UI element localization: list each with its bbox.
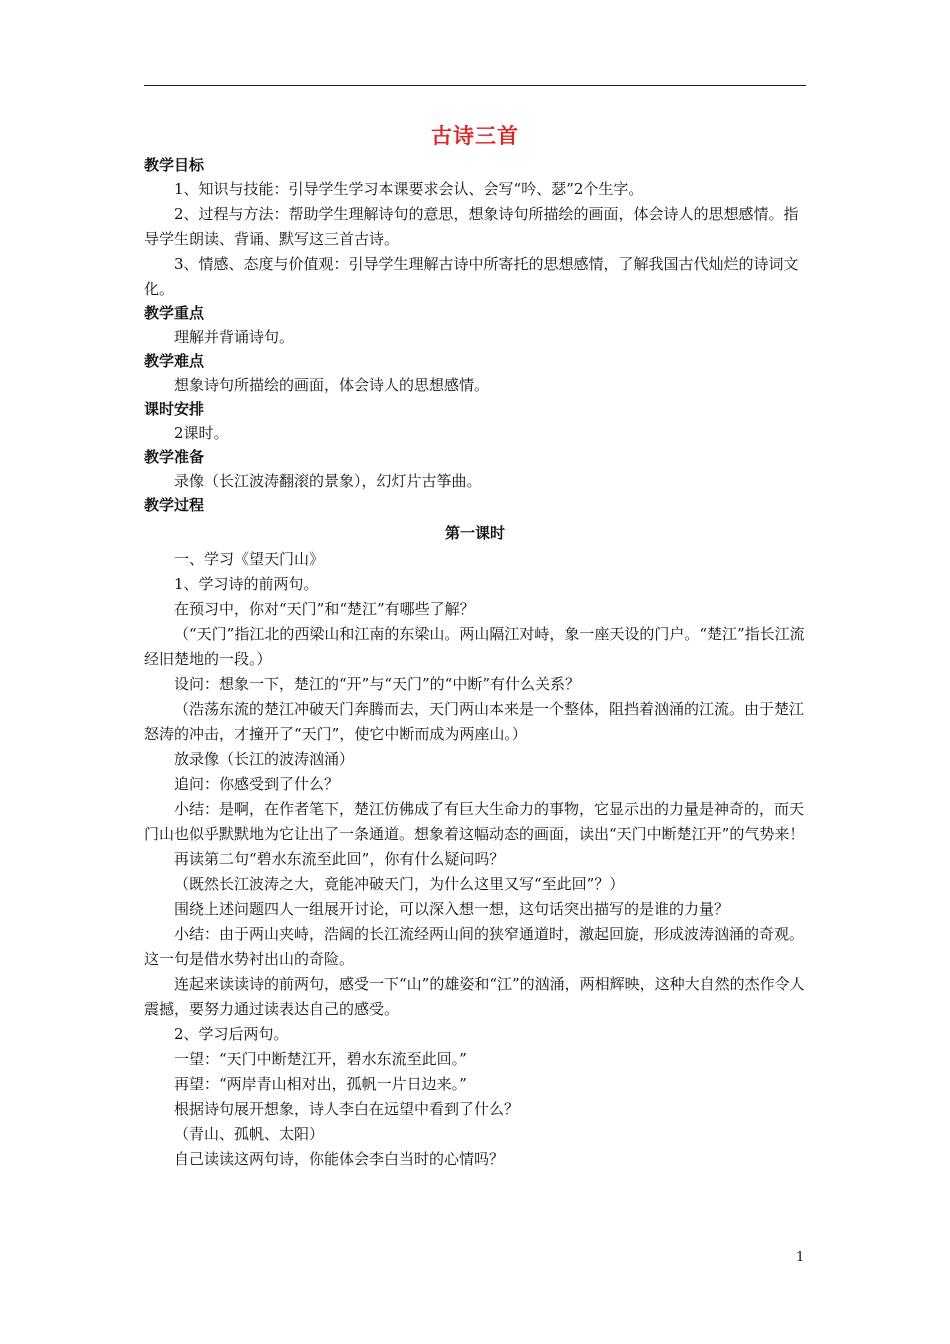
paragraph: 1、知识与技能：引导学生学习本课要求会认、会写“吟、瑟”2个生字。: [174, 180, 644, 198]
process-paragraph: 根据诗句展开想象，诗人李白在远望中看到了什么？: [174, 1100, 520, 1118]
process-paragraph: 一、学习《望天门山》: [174, 550, 325, 568]
section-heading: 教学目标: [144, 156, 205, 174]
process-paragraph: （既然长江波涛之大，竟能冲破天门，为什么这里又写“至此回”？）: [174, 875, 625, 893]
section-key-points: [144, 302, 806, 350]
process-paragraph: 1、学习诗的前两句。: [174, 575, 319, 593]
process-paragraph: 围绕上述问题四人一组展开讨论，可以深入想一想，这句话突出描写的是谁的力量？: [174, 900, 730, 918]
section-process: [144, 494, 806, 1172]
process-paragraph: 一望：“天门中断楚江开，碧水东流至此回。”: [174, 1050, 467, 1068]
section-heading: 教学重点: [144, 304, 205, 322]
process-paragraph: 小结：由于两山夹峙，浩阔的长江流经两山间的狭窄通道时，激起回旋，形成波涛汹涌的奇观。这一句是借水势衬出山的奇险。: [144, 925, 805, 968]
paragraph: 想象诗句所描绘的画面，体会诗人的思想感情。: [174, 376, 490, 394]
section-objectives: [144, 154, 806, 302]
section-schedule: [144, 398, 806, 446]
paragraph: 2课时。: [174, 424, 229, 442]
process-paragraph: 在预习中，你对“天门”和“楚江”有哪些了解？: [174, 600, 475, 618]
process-paragraph: 再望：“两岸青山相对出，孤帆一片日边来。”: [174, 1075, 467, 1093]
header-rule: [144, 85, 806, 86]
paragraph: 2、过程与方法：帮助学生理解诗句的意思，想象诗句所描绘的画面，体会诗人的思想感情。指导学生朗读、背诵、默写这三首古诗。: [144, 205, 799, 248]
process-paragraph: （浩荡东流的楚江冲破天门奔腾而去，天门两山本来是一个整体，阻挡着汹涌的江流。由于楚江怒涛的冲击，才撞开了“天门”，使它中断而成为两座山。）: [144, 700, 805, 743]
process-paragraph: 设问：想象一下，楚江的“开”与“天门”的“中断”有什么关系？: [174, 675, 581, 693]
section-heading: 教学准备: [144, 448, 205, 466]
process-paragraph: （青山、孤帆、太阳）: [174, 1125, 325, 1143]
document-body: [144, 120, 806, 1172]
section-heading: 教学过程: [144, 496, 205, 514]
section-difficulties: [144, 350, 806, 398]
section-heading: 课时安排: [144, 400, 205, 418]
process-paragraph: 2、学习后两句。: [174, 1025, 289, 1043]
process-paragraph: 自己读读这两句诗，你能体会李白当时的心情吗？: [174, 1150, 505, 1168]
paragraph: 理解并背诵诗句。: [174, 328, 295, 346]
process-paragraph: 放录像（长江的波涛汹涌）: [174, 750, 355, 768]
section-preparation: [144, 446, 806, 494]
process-paragraph: 再读第二句“碧水东流至此回”，你有什么疑问吗？: [174, 850, 505, 868]
document-title: 古诗三首: [431, 123, 519, 148]
paragraph: 录像（长江波涛翻滚的景象），幻灯片古筝曲。: [174, 472, 482, 490]
section-heading: 教学难点: [144, 352, 205, 370]
process-paragraph: 追问：你感受到了什么？: [174, 775, 340, 793]
lesson-title: 第一课时: [444, 524, 505, 542]
process-paragraph: （“天门”指江北的西梁山和江南的东梁山。两山隔江对峙，象一座天设的门户。“楚江”指长江流经旧楚地的一段。）: [144, 625, 805, 668]
process-paragraph: 连起来读读诗的前两句，感受一下“山”的雄姿和“江”的汹涌，两相辉映，这种大自然的杰作令人震撼，要努力通过读表达自己的感受。: [144, 975, 805, 1018]
page-number: 1: [796, 1250, 805, 1265]
process-paragraph: 小结：是啊，在作者笔下，楚江仿佛成了有巨大生命力的事物，它显示出的力量是神奇的，而天门山也似乎默默地为它让出了一条通道。想象着这幅动态的画面，读出“天门中断楚江开”的气势来！: [144, 800, 805, 843]
paragraph: 3、情感、态度与价值观：引导学生理解古诗中所寄托的思想感情，了解我国古代灿烂的诗词文化。: [144, 255, 799, 298]
